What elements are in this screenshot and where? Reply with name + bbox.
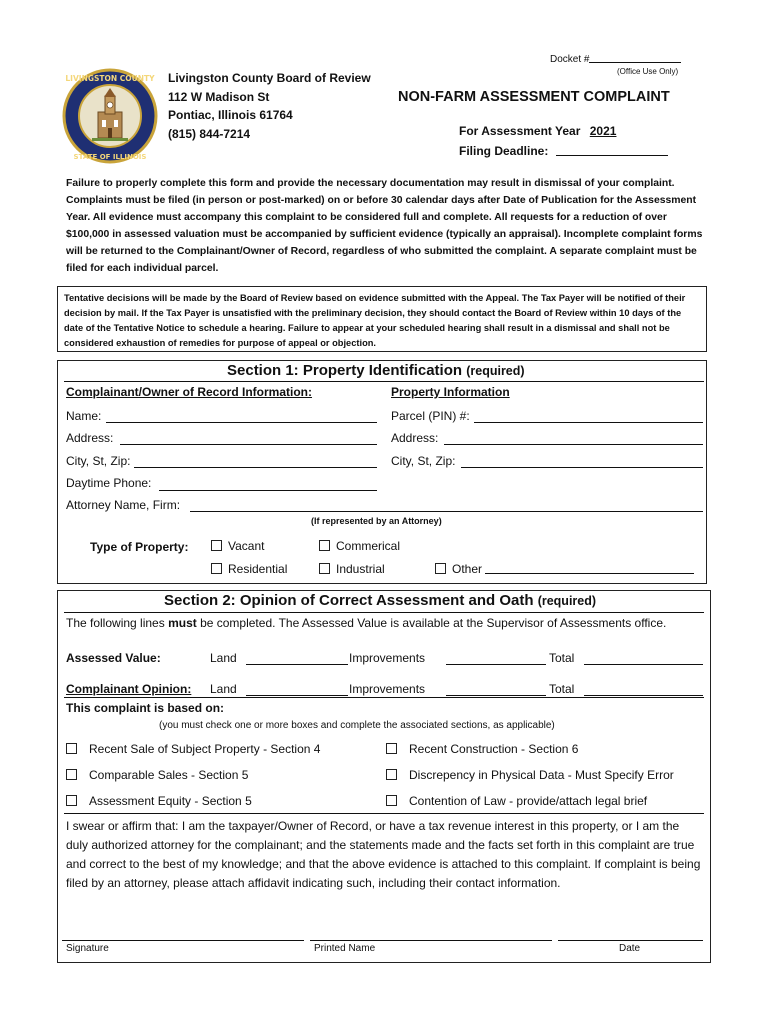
type-industrial[interactable] bbox=[319, 562, 385, 576]
parcel-label: Parcel (PIN) #: bbox=[391, 409, 470, 423]
docket-field[interactable] bbox=[550, 52, 681, 65]
section1-divider bbox=[64, 381, 704, 382]
commercial-label: Commerical bbox=[336, 539, 401, 553]
assessed-improvements-input[interactable] bbox=[446, 664, 546, 665]
type-vacant[interactable] bbox=[211, 539, 264, 553]
assessment-year-label: For Assessment Year bbox=[459, 124, 581, 138]
option-recent-construction[interactable] bbox=[386, 742, 578, 756]
section2-heading: Section 2: Opinion of Correct Assessment and Oath bbox=[164, 592, 534, 609]
printed-name-label: Printed Name bbox=[314, 943, 376, 954]
seal-lettering-top: LIVINGSTON COUNTY bbox=[65, 74, 155, 83]
attorney-label: Attorney Name, Firm: bbox=[66, 498, 181, 512]
office-use-note: (Office Use Only) bbox=[617, 67, 679, 76]
option-recent-sale[interactable] bbox=[66, 742, 320, 756]
assessed-total-label: Total bbox=[549, 651, 575, 665]
commercial-checkbox[interactable] bbox=[319, 540, 330, 551]
opinion-land-input[interactable] bbox=[246, 695, 348, 696]
name-label: Name: bbox=[66, 409, 102, 423]
tentative-notice-box bbox=[57, 286, 707, 352]
contention-label: Contention of Law - provide/attach legal brief bbox=[409, 794, 648, 808]
opinion-improvements-input[interactable] bbox=[446, 695, 546, 696]
based-on-note: (you must check one or more boxes and complete the associated sections, as applicable) bbox=[159, 720, 555, 731]
assessment-year-field[interactable] bbox=[459, 124, 628, 138]
other-input[interactable] bbox=[485, 563, 694, 574]
recent-sale-checkbox[interactable] bbox=[66, 743, 77, 754]
signature-input[interactable] bbox=[62, 940, 304, 941]
based-on-label: This complaint is based on: bbox=[66, 701, 225, 715]
opinion-divider bbox=[64, 697, 704, 698]
date-label: Date bbox=[619, 943, 641, 954]
org-address2: Pontiac, Illinois 61764 bbox=[168, 108, 293, 122]
option-discrepancy[interactable] bbox=[386, 768, 674, 782]
oath-paragraph: I swear or affirm that: I am the taxpayer/Owner of Record, or have a tax revenue interest in this property, or I am the duly authorized attorney for the complainant; and the statements made and the facts set forth in this complaint are true and correct to the best of my knowledge; and that the above evidence is attached to this complaint. If complaint is being filed by an attorney, please attach affidavit indicating such, including their contact information. bbox=[66, 819, 701, 890]
type-commercial[interactable] bbox=[319, 539, 400, 553]
docket-label: Docket # bbox=[550, 54, 590, 65]
address-label: Address: bbox=[66, 431, 114, 445]
property-type-label: Type of Property: bbox=[90, 540, 189, 554]
opinion-total-label: Total bbox=[549, 682, 575, 696]
printed-name-input[interactable] bbox=[310, 940, 552, 941]
comparable-sales-label: Comparable Sales - Section 5 bbox=[89, 768, 249, 782]
parcel-input[interactable] bbox=[474, 422, 703, 423]
industrial-label: Industrial bbox=[336, 562, 385, 576]
vacant-label: Vacant bbox=[228, 539, 265, 553]
phone-input[interactable] bbox=[159, 490, 377, 491]
phone-label: Daytime Phone: bbox=[66, 476, 152, 490]
org-name: Livingston County Board of Review bbox=[168, 71, 371, 85]
industrial-checkbox[interactable] bbox=[319, 563, 330, 574]
discrepancy-checkbox[interactable] bbox=[386, 769, 397, 780]
opinion-land-label: Land bbox=[210, 682, 237, 696]
assessment-equity-checkbox[interactable] bbox=[66, 795, 77, 806]
section1-required: (required) bbox=[466, 364, 525, 378]
owner-header: Complainant/Owner of Record Information: bbox=[66, 385, 313, 399]
address-input[interactable] bbox=[120, 444, 377, 445]
prop-address-label: Address: bbox=[391, 431, 439, 445]
option-comparable-sales[interactable] bbox=[66, 768, 248, 782]
form-title: NON-FARM ASSESSMENT COMPLAINT bbox=[398, 89, 670, 105]
section2-required: (required) bbox=[537, 594, 597, 608]
org-phone: (815) 844-7214 bbox=[168, 126, 251, 141]
section1-heading: Section 1: Property Identification bbox=[227, 362, 463, 379]
comparable-sales-checkbox[interactable] bbox=[66, 769, 77, 780]
seal-lettering-bottom: STATE OF ILLINOIS bbox=[73, 153, 147, 161]
residential-label: Residential bbox=[228, 562, 288, 576]
vacant-checkbox[interactable] bbox=[211, 540, 222, 551]
assessment-equity-label: Assessment Equity - Section 5 bbox=[89, 794, 252, 808]
prop-city-label: City, St, Zip: bbox=[391, 454, 456, 468]
city-input[interactable] bbox=[134, 467, 377, 468]
assessed-value-label: Assessed Value: bbox=[66, 651, 161, 665]
tentative-text: Tentative decisions will be made by the Board of Review based on evidence submitted with the Appeal. The Tax Payer will be notified of their decision by mail. If the Tax Payer is unsatisfied with the preliminary decision, they should contact the Board of Review within 10 days of the date of the Tentative Notice to schedule a hearing. Failure to appear at your scheduled hearing shall result in a dismissal and shall not be considered exhaustion of remedies for purpose of appeal or objection. bbox=[64, 293, 686, 348]
assessed-improvements-label: Improvements bbox=[349, 651, 426, 665]
attorney-input[interactable] bbox=[190, 511, 703, 512]
option-contention-of-law[interactable] bbox=[386, 794, 647, 808]
prop-address-input[interactable] bbox=[444, 444, 703, 445]
intro-must: must bbox=[168, 616, 197, 630]
date-input[interactable] bbox=[558, 940, 703, 941]
notice-paragraph: Failure to properly complete this form and provide the necessary documentation may result in dismissal of your complaint. Complaints must be filed (in person or post-marked) on or before 30 calendar days after Date of Publication for the Assessment Year. All evidence must accompany this complaint to be considered full and complete. All requests for a reduction of over $100,000 in assessed valuation must be accompanied by sufficient evidence (typically an appraisal). Incomplete complaint forms will be returned to the Complainant/Owner of Record, regardless of who submitted the complaint. A separate complaint must be filed for each individual parcel. bbox=[66, 178, 703, 274]
residential-checkbox[interactable] bbox=[211, 563, 222, 574]
section2-title bbox=[164, 592, 596, 609]
org-address1: 112 W Madison St bbox=[168, 89, 270, 104]
attorney-note: (If represented by an Attorney) bbox=[311, 516, 442, 526]
org-block bbox=[168, 69, 371, 143]
prop-city-input[interactable] bbox=[461, 467, 703, 468]
assessed-land-label: Land bbox=[210, 651, 237, 665]
section1-title bbox=[227, 362, 525, 379]
section2-intro bbox=[66, 616, 666, 630]
other-checkbox[interactable] bbox=[435, 563, 446, 574]
opinion-improvements-label: Improvements bbox=[349, 682, 426, 696]
contention-checkbox[interactable] bbox=[386, 795, 397, 806]
county-seal-icon bbox=[62, 68, 158, 164]
section2-divider bbox=[64, 612, 704, 613]
signature-label: Signature bbox=[66, 943, 109, 954]
oath-divider bbox=[64, 813, 704, 814]
property-header: Property Information bbox=[391, 385, 510, 399]
other-label: Other bbox=[452, 562, 483, 576]
intro-post: be completed. The Assessed Value is available at the Supervisor of Assessments office. bbox=[196, 616, 667, 630]
intro-pre: The following lines bbox=[66, 616, 169, 630]
complainant-opinion-label: Complainant Opinion: bbox=[66, 682, 192, 696]
type-residential[interactable] bbox=[211, 562, 287, 576]
assessed-land-input[interactable] bbox=[246, 664, 348, 665]
option-assessment-equity[interactable] bbox=[66, 794, 252, 808]
assessed-total-input[interactable] bbox=[584, 664, 703, 665]
opinion-total-input[interactable] bbox=[584, 695, 703, 696]
city-label: City, St, Zip: bbox=[66, 454, 131, 468]
discrepancy-label: Discrepency in Physical Data - Must Specify Error bbox=[409, 768, 674, 782]
recent-construction-label: Recent Construction - Section 6 bbox=[409, 742, 579, 756]
filing-deadline-field[interactable] bbox=[459, 144, 668, 158]
name-input[interactable] bbox=[106, 422, 377, 423]
recent-sale-label: Recent Sale of Subject Property - Section 4 bbox=[89, 742, 321, 756]
filing-deadline-label: Filing Deadline: bbox=[459, 144, 549, 158]
assessment-year-value: 2021 bbox=[589, 124, 617, 138]
type-other[interactable] bbox=[435, 562, 694, 576]
recent-construction-checkbox[interactable] bbox=[386, 743, 397, 754]
